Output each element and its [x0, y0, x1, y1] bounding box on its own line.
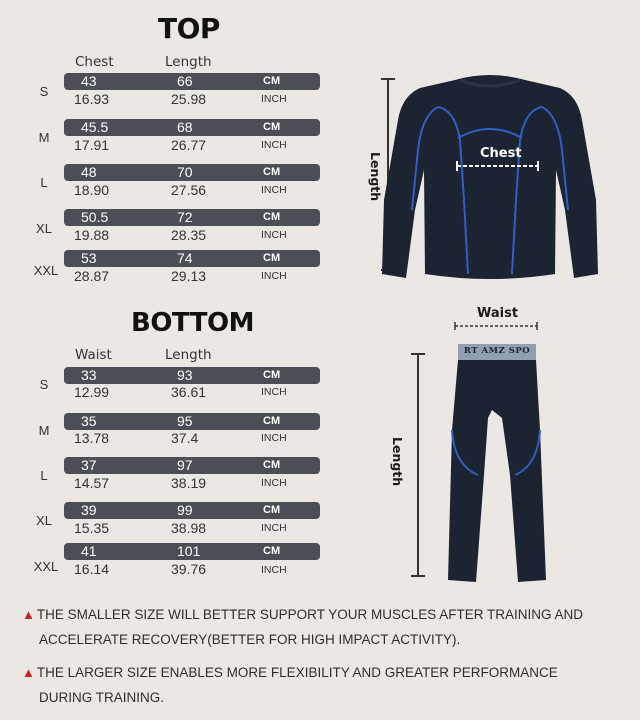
- inch-value: 39.76: [171, 561, 207, 577]
- inch-value: 25.98: [171, 91, 207, 107]
- cm-value: 53: [81, 250, 97, 266]
- inch-unit: INCH: [261, 477, 287, 489]
- cm-unit: CM: [263, 166, 281, 178]
- cm-value: 101: [177, 543, 201, 559]
- inch-value: 13.78: [74, 430, 110, 446]
- cm-unit: CM: [263, 504, 281, 516]
- cm-value: 72: [177, 209, 193, 225]
- note-text: ACCELERATE RECOVERY(BETTER FOR HIGH IMPACT ACTIVITY).: [39, 632, 461, 647]
- cm-value: 99: [177, 502, 193, 518]
- inch-unit: INCH: [261, 522, 287, 534]
- top-garment-diagram: [360, 60, 620, 290]
- cm-bar: [64, 250, 320, 267]
- cm-value: 50.5: [81, 209, 109, 225]
- waistband-text: RT AMZ SPO: [463, 346, 531, 356]
- top-section-title: TOP: [158, 12, 220, 45]
- cm-value: 74: [177, 250, 193, 266]
- inch-value: 12.99: [74, 384, 110, 400]
- cm-unit: CM: [263, 252, 281, 264]
- cm-value: 93: [177, 367, 193, 383]
- size-label: XXL: [33, 559, 59, 574]
- top-length-label: Length: [368, 152, 383, 202]
- inch-value: 19.88: [74, 227, 110, 243]
- inch-value: 16.93: [74, 91, 110, 107]
- shirt-illustration: [360, 60, 620, 290]
- note-text: DURING TRAINING.: [39, 690, 165, 705]
- size-label: L: [40, 175, 48, 190]
- cm-value: 35: [81, 413, 97, 429]
- note-text: THE SMALLER SIZE WILL BETTER SUPPORT YOUR MUSCLES AFTER TRAINING AND: [36, 607, 583, 622]
- note-smaller-size: [22, 602, 632, 652]
- warning-triangle-icon: ▲: [22, 607, 35, 622]
- cm-bar: [64, 164, 320, 181]
- cm-value: 70: [177, 164, 193, 180]
- cm-unit: CM: [263, 369, 281, 381]
- inch-unit: INCH: [261, 139, 287, 151]
- cm-unit: CM: [263, 121, 281, 133]
- cm-value: 48: [81, 164, 97, 180]
- bottom-length-label: Length: [390, 437, 405, 487]
- size-label: XXL: [33, 263, 59, 278]
- size-label: M: [38, 130, 50, 145]
- inch-value: 18.90: [74, 182, 110, 198]
- inch-value: 29.13: [171, 268, 207, 284]
- inch-value: 37.4: [171, 430, 199, 446]
- cm-unit: CM: [263, 545, 281, 557]
- warning-triangle-icon: ▲: [22, 665, 35, 680]
- inch-unit: INCH: [261, 270, 287, 282]
- inch-unit: INCH: [261, 184, 287, 196]
- cm-value: 37: [81, 457, 97, 473]
- inch-value: 15.35: [74, 520, 110, 536]
- inch-value: 16.14: [74, 561, 110, 577]
- inch-unit: INCH: [261, 93, 287, 105]
- cm-bar: [64, 367, 320, 384]
- cm-bar: [64, 457, 320, 474]
- inch-unit: INCH: [261, 229, 287, 241]
- cm-value: 66: [177, 73, 193, 89]
- inch-value: 38.19: [171, 475, 207, 491]
- inch-value: 36.61: [171, 384, 207, 400]
- cm-value: 39: [81, 502, 97, 518]
- waist-label: Waist: [477, 306, 519, 321]
- chest-label: Chest: [480, 146, 522, 161]
- size-label: L: [40, 468, 48, 483]
- inch-value: 28.35: [171, 227, 207, 243]
- cm-bar: [64, 73, 320, 90]
- inch-unit: INCH: [261, 432, 287, 444]
- bottom-garment-diagram: [370, 300, 570, 590]
- top-col-length: Length: [165, 54, 212, 70]
- cm-unit: CM: [263, 415, 281, 427]
- cm-value: 33: [81, 367, 97, 383]
- bottom-section-title: BOTTOM: [131, 308, 254, 338]
- inch-value: 27.56: [171, 182, 207, 198]
- inch-value: 28.87: [74, 268, 110, 284]
- cm-unit: CM: [263, 211, 281, 223]
- cm-bar: [64, 119, 320, 136]
- cm-value: 68: [177, 119, 193, 135]
- size-label: XL: [36, 221, 52, 236]
- size-label: S: [39, 377, 49, 392]
- size-label: M: [38, 423, 50, 438]
- note-larger-size: [22, 660, 632, 710]
- cm-bar: [64, 543, 320, 560]
- cm-bar: [64, 209, 320, 226]
- top-col-chest: Chest: [75, 54, 114, 70]
- cm-value: 97: [177, 457, 193, 473]
- inch-value: 14.57: [74, 475, 110, 491]
- size-label: XL: [36, 513, 52, 528]
- inch-value: 17.91: [74, 137, 110, 153]
- cm-value: 43: [81, 73, 97, 89]
- inch-value: 38.98: [171, 520, 207, 536]
- size-label: S: [39, 84, 49, 99]
- cm-value: 95: [177, 413, 193, 429]
- cm-value: 45.5: [81, 119, 109, 135]
- cm-unit: CM: [263, 75, 281, 87]
- cm-value: 41: [81, 543, 97, 559]
- inch-unit: INCH: [261, 564, 287, 576]
- bottom-col-waist: Waist: [75, 347, 112, 363]
- inch-unit: INCH: [261, 386, 287, 398]
- inch-value: 26.77: [171, 137, 207, 153]
- cm-unit: CM: [263, 459, 281, 471]
- bottom-col-length: Length: [165, 347, 212, 363]
- note-text: THE LARGER SIZE ENABLES MORE FLEXIBILITY AND GREATER PERFORMANCE: [36, 665, 558, 680]
- cm-bar: [64, 413, 320, 430]
- cm-bar: [64, 502, 320, 519]
